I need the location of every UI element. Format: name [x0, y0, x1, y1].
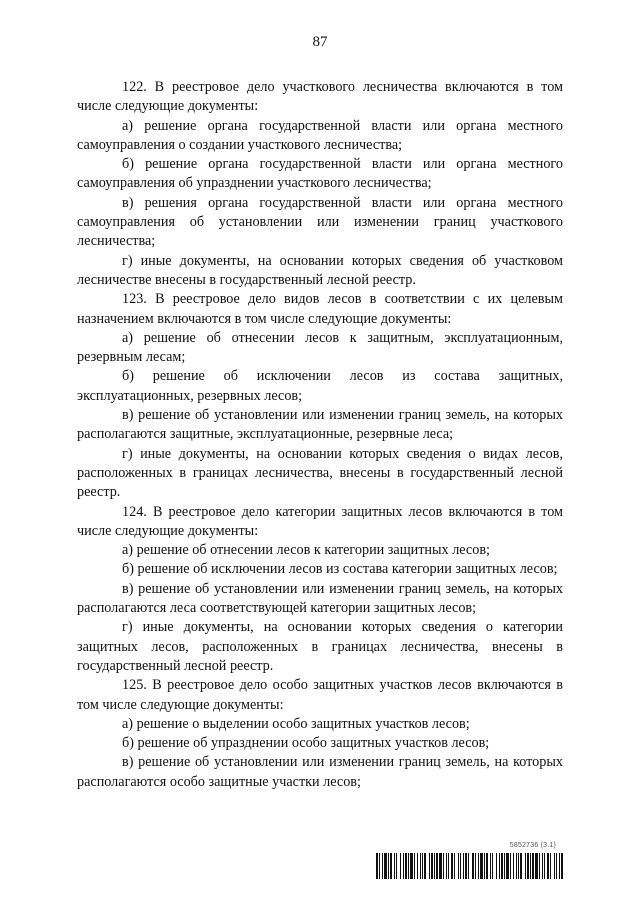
- document-barcode: [376, 842, 564, 882]
- paragraph-123-a: а) решение об отнесении лесов к защитным, эксплуатационным, резервным лесам;: [77, 329, 563, 366]
- paragraph-123: 123. В реестровое дело видов лесов в соответствии с их целевым назначением включаются в том числе следующие документы:: [77, 291, 563, 327]
- paragraph-122-a: а) решение органа государственной власти или органа местного самоуправления о создании участкового лесничества;: [77, 117, 563, 153]
- paragraph-122-b: б) решение органа государственной власти или органа местного самоуправления об упразднении участкового лесничества;: [77, 156, 563, 192]
- paragraph-124-v: в) решение об установлении или изменении границ земель, на которых располагаются леса соответствующей категории защитных лесов;: [77, 580, 563, 617]
- paragraph-123-b: б) решение об исключении лесов из состава защитных, эксплуатационных, резервных лесов;: [77, 368, 563, 404]
- paragraph-124: 124. В реестровое дело категории защитных лесов включаются в том числе следующие документы:: [77, 503, 563, 539]
- paragraph-122: 122. В реестровое дело участкового лесничества включаются в том числе следующие документы:: [77, 79, 563, 115]
- paragraph-125-b: б) решение об упразднении особо защитных участков лесов;: [122, 735, 490, 752]
- barcode-caption: 5852736 (3.1): [509, 842, 556, 849]
- paragraph-125: 125. В реестровое дело особо защитных участков лесов включаются в том числе следующие документы:: [77, 677, 563, 713]
- page-number: 87: [312, 34, 328, 50]
- paragraph-125-a: а) решение о выделении особо защитных участков лесов;: [122, 715, 470, 732]
- paragraph-122-g: г) иные документы, на основании которых сведения об участковом лесничестве внесены в государственный лесной реестр.: [77, 252, 563, 288]
- paragraph-124-g: г) иные документы, на основании которых сведения о категории защитных лесов, расположенных в границах лесничества, внесены в государственный лесной реестр.: [77, 619, 563, 674]
- barcode-bars: [376, 853, 564, 879]
- paragraph-123-g: г) иные документы, на основании которых сведения о видах лесов, расположенных в границах лесничества, внесены в государственный лесной реестр.: [77, 445, 563, 501]
- paragraph-124-a: а) решение об отнесении лесов к категории защитных лесов;: [122, 542, 490, 559]
- paragraph-124-b: б) решение об исключении лесов из состава категории защитных лесов;: [122, 561, 558, 578]
- paragraph-122-v: в) решения органа государственной власти или органа местного самоуправления об установлении или изменении границ участкового лесничества;: [77, 194, 563, 250]
- paragraph-123-v: в) решение об установлении или изменении границ земель, на которых располагаются защитные, эксплуатационные, резервные леса;: [77, 407, 563, 443]
- document-body: [77, 78, 563, 792]
- paragraph-125-v: в) решение об установлении или изменении границ земель, на которых располагаются особо защитные участки лесов;: [77, 754, 563, 790]
